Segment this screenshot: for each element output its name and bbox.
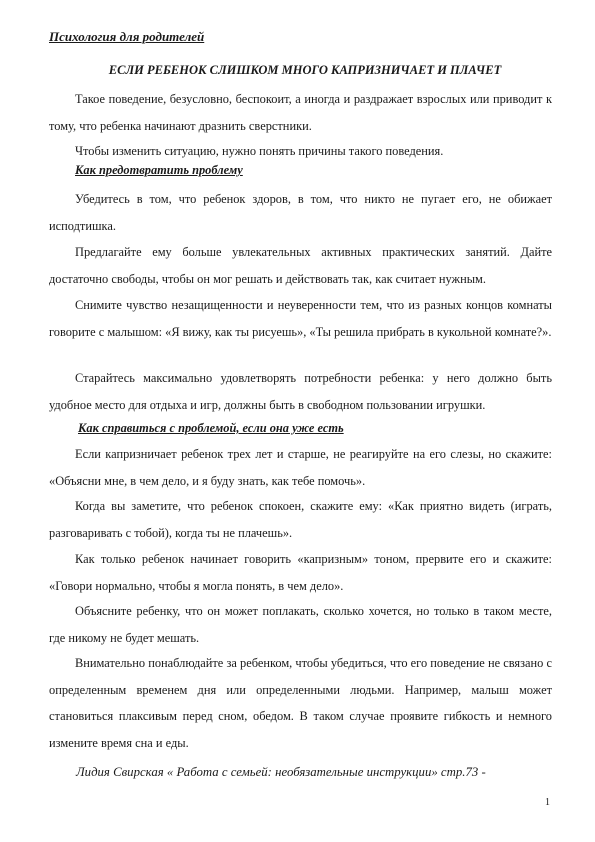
intro-paragraph-1: Такое поведение, безусловно, беспокоит, а иногда и раздражает взрослых или приводит к тому, что ребенка начинают дразнить сверстники. <box>49 92 552 133</box>
section1-paragraph-4: Старайтесь максимально удовлетворять потребности ребенка: у него должно быть удобное место для отдыха и игр, должны быть в свободном пользовании игрушки. <box>49 371 552 412</box>
section-heading-prevent: Как предотвратить проблему <box>75 163 243 177</box>
section2-paragraph-5: Внимательно понаблюдайте за ребенком, чтобы убедиться, что его поведение не связано с определенным временем дня или определенными людьми. Например, малыш может становиться плаксивым перед сном, обедом. В таком случае проявите гибкость и немного измените время сна и еды. <box>49 656 552 750</box>
section-heading-solve: Как справиться с проблемой, если она уже есть <box>78 421 344 435</box>
section2-paragraph-1: Если капризничает ребенок трех лет и старше, не реагируйте на его слезы, но скажите: «Объясни мне, в чем дело, и я буду знать, как тебе помочь». <box>49 447 552 488</box>
intro-paragraph-2: Чтобы изменить ситуацию, нужно понять причины такого поведения. <box>75 144 444 158</box>
section1-paragraph-3: Снимите чувство незащищенности и неуверенности тем, что из разных концов комнаты говорите с малышом: «Я вижу, как ты рисуешь», «Ты решила прибрать в кукольной комнате?». <box>49 298 552 339</box>
section1-paragraph-2: Предлагайте ему больше увлекательных активных практических занятий. Дайте достаточно свободы, чтобы он мог решать и действовать так, как считает нужным. <box>49 245 552 286</box>
section2-paragraph-4: Объясните ребенку, что он может поплакать, сколько хочется, но только в таком месте, где никому не будет мешать. <box>49 604 552 645</box>
source-reference: Лидия Свирская « Работа с семьей: необязательные инструкции» стр.73 - <box>76 765 486 779</box>
section1-paragraph-1: Убедитесь в том, что ребенок здоров, в том, что никто не пугает его, не обижает исподтишка. <box>49 192 552 233</box>
section2-paragraph-3: Как только ребенок начинает говорить «капризным» тоном, прервите его и скажите: «Говори нормально, чтобы я могла понять, в чем дело». <box>49 552 552 593</box>
page-number: 1 <box>545 797 550 808</box>
document-header: Психология для родителей <box>49 29 205 44</box>
document-title: ЕСЛИ РЕБЕНОК СЛИШКОМ МНОГО КАПРИЗНИЧАЕТ И ПЛАЧЕТ <box>108 63 502 77</box>
section2-paragraph-2: Когда вы заметите, что ребенок спокоен, скажите ему: «Как приятно видеть (играть, разговаривать с тобой), когда ты не плачешь». <box>49 499 552 540</box>
